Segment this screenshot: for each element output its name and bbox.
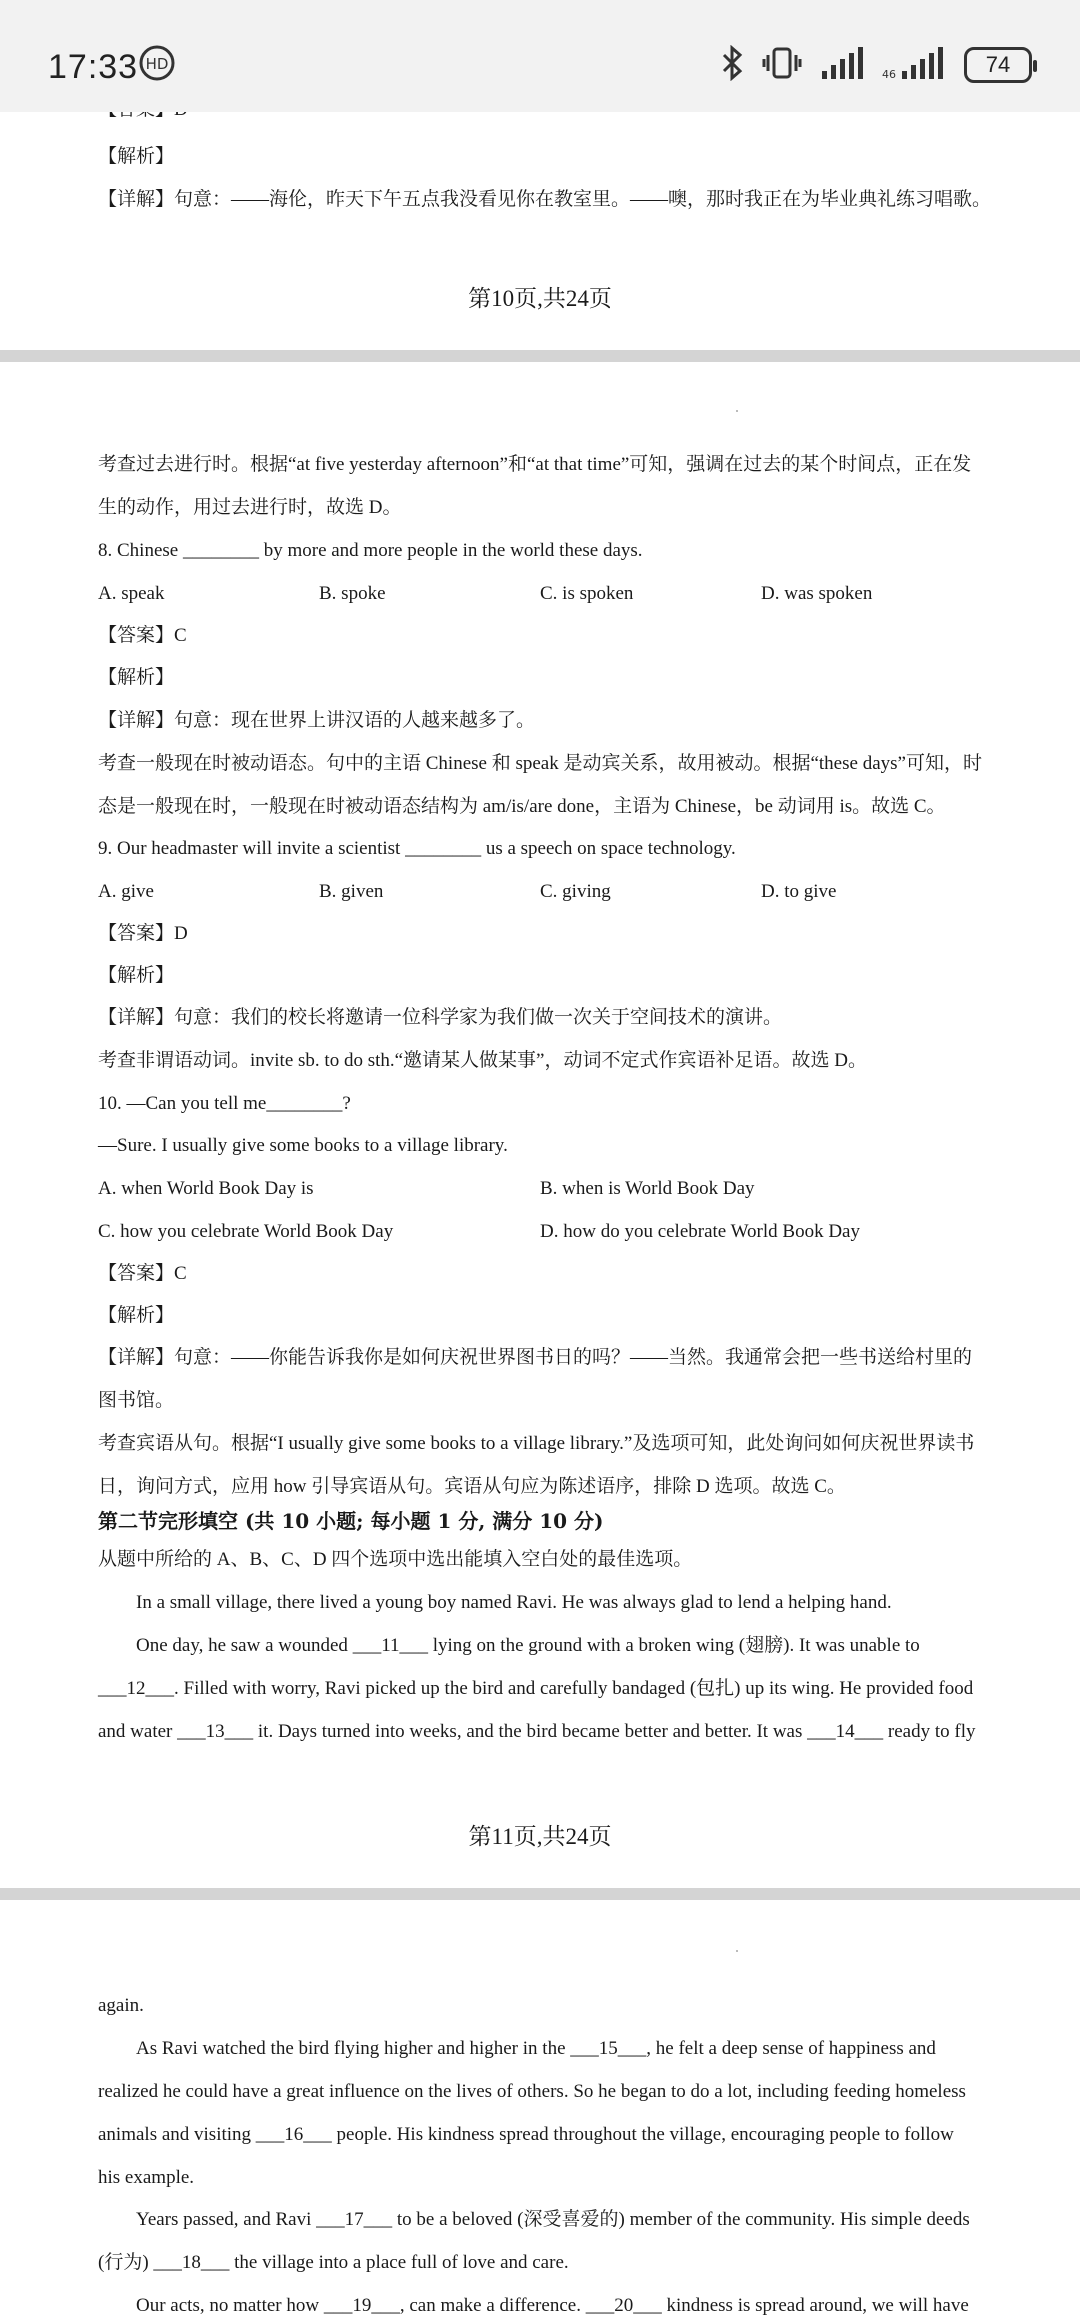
- page10-footer: 第10页,共24页: [468, 286, 612, 311]
- p12-line-4: [98, 2121, 954, 2149]
- q8-option-d: D. was spoken: [761, 583, 873, 604]
- p12-line-6: [136, 2206, 970, 2234]
- cloze-instruction: 从题中所给的 A、B、C、D 四个选项中选出能填入空白处的最佳选项。: [98, 1549, 693, 1570]
- status-icons: [720, 44, 1032, 86]
- q8-answer: 【答案】C: [98, 625, 187, 646]
- text-segment: animals and visiting: [98, 2124, 256, 2145]
- q9-option-a: A. give: [98, 881, 154, 902]
- p12-line-8: [136, 2292, 969, 2320]
- text-segment: ready to fly: [883, 1721, 976, 1742]
- q8-analysis: 【解析】: [98, 667, 175, 688]
- p12-line-1: again.: [98, 1995, 144, 2016]
- text-segment: it. Days turned into weeks, and the bird became better and better. It was: [253, 1721, 808, 1742]
- passage-paragraph-2-line-3: [98, 1718, 975, 1746]
- text-segment: (行为): [98, 2252, 154, 2273]
- svg-text:HD: HD: [145, 55, 169, 73]
- q10-option-a: A. when World Book Day is: [98, 1178, 314, 1199]
- blank-12: ___12___: [98, 1678, 174, 1699]
- page-divider: [0, 1888, 1080, 1900]
- text-segment: the village into a place full of love and care.: [229, 2252, 569, 2273]
- blank-19: ___19___: [323, 2295, 400, 2316]
- q9-detail: 【详解】句意：我们的校长将邀请一位科学家为我们做一次关于空间技术的演讲。: [98, 1007, 783, 1028]
- q8-stem: 8. Chinese ________ by more and more people in the world these days.: [98, 540, 643, 561]
- text-segment: lying on the ground with a broken wing (翅膀). It was unable to: [427, 1635, 920, 1656]
- q10-detail-line-2: 图书馆。: [98, 1390, 175, 1411]
- q8-explanation-line-1: 考查一般现在时被动语态。句中的主语 Chinese 和 speak 是动宾关系，故用被动。根据“these days”可知，时: [98, 753, 982, 774]
- text-segment: people. His kindness spread throughout the village, encouraging people to follow: [331, 2124, 954, 2145]
- text-segment: As Ravi watched the bird flying higher and higher in the: [136, 2038, 571, 2059]
- signal-4g-icon: [882, 45, 946, 86]
- q10-option-b: B. when is World Book Day: [540, 1178, 755, 1199]
- q10-stem-line-1: 10. —Can you tell me________?: [98, 1093, 351, 1114]
- status-time: 17:33: [48, 48, 139, 86]
- cloze-section-title: 第二节完形填空 (共 10 小题; 每小题 1 分, 满分 10 分): [98, 1509, 604, 1533]
- blank-17: ___17___: [316, 2209, 393, 2230]
- q8-option-a: A. speak: [98, 583, 165, 604]
- svg-text:46: 46: [882, 67, 896, 81]
- bluetooth-icon: [720, 45, 744, 86]
- p12-line-5: his example.: [98, 2167, 195, 2188]
- q8-option-c: C. is spoken: [540, 583, 634, 604]
- q8-option-b: B. spoke: [319, 583, 386, 604]
- passage-paragraph-1: In a small village, there lived a young boy named Ravi. He was always glad to lend a helping hand.: [136, 1592, 892, 1613]
- blank-18: ___18___: [153, 2252, 230, 2273]
- blank-11: ___11___: [352, 1635, 428, 1656]
- p12-line-2: [136, 2035, 936, 2063]
- page-mark: [736, 410, 738, 412]
- q9-analysis: 【解析】: [98, 965, 175, 986]
- q9-option-c: C. giving: [540, 881, 611, 902]
- p12-line-7: [98, 2249, 569, 2277]
- status-bar: [0, 0, 1080, 112]
- q9-option-b: B. given: [319, 881, 384, 902]
- q10-explanation-line-1: 考查宾语从句。根据“I usually give some books to a village library.”及选项可知，此处询问如何庆祝世界读书: [98, 1433, 975, 1454]
- passage-paragraph-2-line-1: [136, 1632, 920, 1660]
- q9-answer: 【答案】D: [98, 923, 188, 944]
- q8-explanation-line-2: 态是一般现在时，一般现在时被动语态结构为 am/is/are done，主语为 Chinese，be 动词用 is。故选 C。: [98, 796, 946, 817]
- q10-detail-line-1: 【详解】句意：——你能告诉我你是如何庆祝世界图书日的吗？——当然。我通常会把一些书送给村里的: [98, 1347, 973, 1368]
- text-segment: Our acts, no matter how: [136, 2295, 324, 2316]
- text-segment: Years passed, and Ravi: [136, 2209, 317, 2230]
- q10-explanation-line-2: 日，询问方式，应用 how 引导宾语从句。宾语从句应为陈述语序，排除 D 选项。故选 C。: [98, 1476, 846, 1497]
- blank-14: ___14___: [807, 1721, 884, 1742]
- text-segment: to be a beloved (深受喜爱的) member of the community. His simple deeds: [392, 2209, 970, 2230]
- page10-detail: 【详解】句意：——海伦，昨天下午五点我没看见你在教室里。——噢，那时我正在为毕业典礼练习唱歌。: [98, 189, 992, 210]
- battery-icon: [964, 47, 1032, 83]
- page-mark: [736, 1950, 738, 1952]
- q9-explanation: 考查非谓语动词。invite sb. to do sth.“邀请某人做某事”，动词不定式作宾语补足语。故选 D。: [98, 1050, 867, 1071]
- text-segment: One day, he saw a wounded: [136, 1635, 353, 1656]
- page11-footer: 第11页,共24页: [468, 1824, 612, 1849]
- q9-option-d: D. to give: [761, 881, 837, 902]
- blank-13: ___13___: [177, 1721, 254, 1742]
- q10-option-c: C. how you celebrate World Book Day: [98, 1221, 394, 1242]
- page-divider: [0, 350, 1080, 362]
- text-segment: . Filled with worry, Ravi picked up the bird and carefully bandaged (包扎) up its wing. He provided food: [174, 1678, 974, 1699]
- q10-analysis: 【解析】: [98, 1305, 175, 1326]
- page10-analysis: 【解析】: [98, 146, 175, 167]
- text-segment: and water: [98, 1721, 178, 1742]
- q10-option-d: D. how do you celebrate World Book Day: [540, 1221, 860, 1242]
- q7-explanation-line-2: 生的动作，用过去进行时，故选 D。: [98, 497, 402, 518]
- hd-call-icon: [138, 44, 176, 87]
- blank-20: ___20___: [585, 2295, 662, 2316]
- p12-line-3: realized he could have a great influence on the lives of others. So he began to do a lot, including feeding homeless: [98, 2081, 966, 2102]
- text-segment: , he felt a deep sense of happiness and: [646, 2038, 936, 2059]
- signal-icon: [820, 45, 864, 86]
- q10-answer: 【答案】C: [98, 1263, 187, 1284]
- q9-stem: 9. Our headmaster will invite a scientist ________ us a speech on space technology.: [98, 838, 736, 859]
- vibrate-icon: [762, 45, 802, 86]
- q7-explanation-line-1: 考查过去进行时。根据“at five yesterday afternoon”和“at that time”可知，强调在过去的某个时间点，正在发: [98, 454, 972, 475]
- battery-level: 74: [985, 52, 1011, 77]
- blank-15: ___15___: [570, 2038, 647, 2059]
- passage-paragraph-2-line-2: [98, 1675, 973, 1703]
- q8-detail: 【详解】句意：现在世界上讲汉语的人越来越多了。: [98, 710, 536, 731]
- blank-16: ___16___: [255, 2124, 332, 2145]
- text-segment: , can make a difference.: [399, 2295, 586, 2316]
- q10-stem-line-2: —Sure. I usually give some books to a village library.: [98, 1135, 508, 1156]
- text-segment: kindness is spread around, we will have: [661, 2295, 969, 2316]
